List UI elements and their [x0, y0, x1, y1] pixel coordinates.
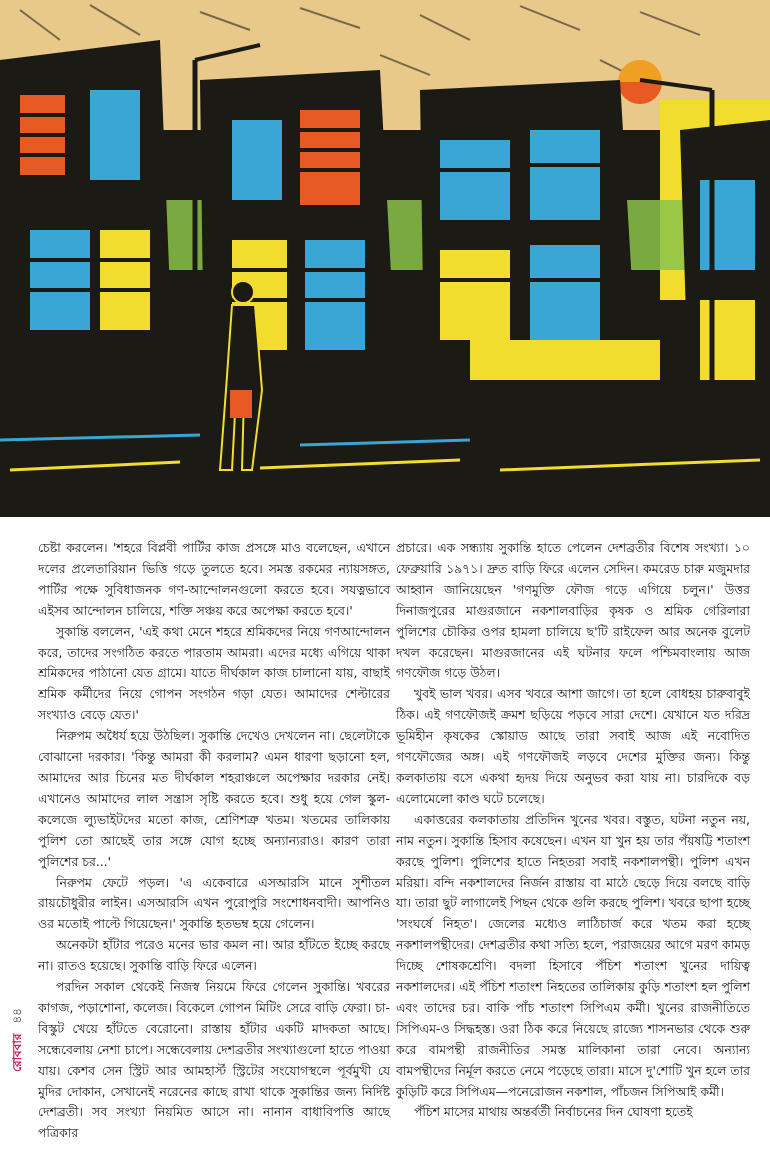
- article-paragraph: পঁচিশ মাসের মাথায় অন্তর্বর্তী নির্বাচনের দিন ঘোষণা হতেই: [414, 1104, 693, 1120]
- article-column-left: [38, 538, 390, 1144]
- page-folio: [8, 1000, 30, 1080]
- article-paragraph: খুবই ভাল খবর। এসব খবরে আশা জাগে। তা হলে বোধহয় চারুবাবুই ঠিক। এই গণফৌজই ক্রমশ ছড়িয়ে পড়বে সারা দেশে। যেখানে যত দরিদ্র ভূমিহীন কৃষকের স্কোয়াড আছে তারা সবাই আজ এই নবোদিত গণফৌজের অঙ্গ। এই গণফৌজই লড়বে দেশের মুক্তির জন্য। কিন্তু কলকাতায় বসে একথা হৃদয় দিয়ে অনুভব করা যায় না। চারদিকে বড় এলোমেলো কাণ্ড ঘটে চলেছে।: [396, 686, 750, 806]
- article-paragraph: অনেকটা হাঁটার পরেও মনের ভার কমল না। আর হাঁটতে ইচ্ছে করছে না। রাতও হয়েছে। সুকান্তি বাড়ি ফিরে এলেন।: [38, 937, 390, 974]
- article-paragraph: নিরুপম ফেটে পড়ল। 'এ একেবারে এসআরসি মানে সুশীতল রায়চৌধুরীর লাইন। এসআরসি এখন পুরোপুরি সংশোধনবাদী। আপনিও ওর মতোই পাল্টে গিয়েছেন।' সুকান্তি হতভম্ব হয়ে গেলেন।: [38, 874, 390, 932]
- article-paragraph: সুকান্তি বললেন, 'এই কথা মেনে শহরে শ্রমিকদের নিয়ে গণআন্দোলন করে, তাদের সংগঠিত করতে পারতাম আমরা। এদের মধ্যে এগিয়ে থাকা শ্রমিকদের পাঠানো যেত গ্রামে। যাতে দীর্ঘকাল কাজ চালানো যায়, বাছাই শ্রমিক কর্মীদের নিয়ে গোপন সংগঠন গড়া যেত। আমাদের শেল্টারের সংখ্যাও বেড়ে যেত।': [38, 623, 390, 723]
- article-paragraph: নিরুপম অধৈর্য হয়ে উঠছিল। সুকান্তি দেখেও দেখলেন না। ছেলেটাকে বোঝানো দরকার। 'কিন্তু আমরা কী করলাম? এমন ধারণা ছড়ানো হল, আমাদের আর চিনের মত দীর্ঘকাল শহরাঞ্চলে অপেক্ষার দরকার নেই। এখানেও আমাদের লাল সন্ত্রাস সৃষ্টি করতে হবে। শুধু হয়ে গেল স্কুল-কলেজে ল্যুভাইটদের মতো কাজ, শ্রেণিশত্রু খতম। খতমের তালিকায় পুলিশ তো আছেই তার সঙ্গে যোগ হচ্ছে অন্যান্যরাও। কারণ তারা পুলিশের চর...': [38, 728, 390, 869]
- article-paragraph: একাত্তরের কলকাতায় প্রতিদিন খুনের খবর। বস্তুত, ঘটনা নতুন নয়, নাম নতুন। সুকান্তি হিসাব কষেছেন। এখন যা খুন হয় তার পঁয়ষট্টি শতাংশ করছে পুলিশ। পুলিশের হাতে নিহতরা সবাই নকশালপন্থী। পুলিশ এখন মরিয়া। বন্দি নকশালদের নির্জন রাস্তায় বা মাঠে ছেড়ে দিয়ে বলছে বাড়ি যা। তারা ছুট লাগালেই পিছন থেকে গুলি করছে পুলিশ। খবরে ছাপা হচ্ছে 'সংঘর্ষে নিহত'। জেলের মধ্যেও লাঠিচার্জ করে খতম করা হচ্ছে নকশালপন্থীদের। দেশব্রতীর কথা সত্যি হলে, পরাজয়ের আগে মরণ কামড় দিচ্ছে শোষকশ্রেণি। বদলা হিসাবে পঁচিশ শতাংশ খুনের দায়িত্ব নকশালদের। এই পঁচিশ শতাংশ নিহতের তালিকায় কুড়ি শতাংশ হল পুলিশ এবং তাদের চর। বাকি পাঁচ শতাংশ সিপিএম কর্মী। খুনের রাজনীতিতে সিপিএম-ও সিদ্ধহস্ত। ওরা ঠিক করে নিয়েছে রাজ্যে শাসনভার থেকে শুরু করে বামপন্থী রাজনীতির সমস্ত মালিকানা তারা নেবে। অন্যান্য বামপন্থীদের নির্মূল করতে নেমে পড়েছে তারা। মাসে দু'শোটি খুন হলে তার কুড়িটি করে সিপিএম—পনেরোজন নকশাল, পাঁচজন সিপিআই কর্মী।: [396, 811, 750, 1099]
- page-number: ৪৪: [10, 1008, 24, 1024]
- article-column-right: [396, 538, 750, 1123]
- article-paragraph: পরদিন সকাল থেকেই নিজস্ব নিয়মে ফিরে গেলেন সুকান্তি। খবরের কাগজ, পড়াশোনা, কলেজ। বিকেলে গোপন মিটিং সেরে বাড়ি ফেরা। চা-বিস্কুট খেয়ে হাঁটতে বেরোনো। রাস্তায় হাঁটার একটি মাদকতা আছে। সন্ধেবেলায় নেশা চাপে। সন্ধেবেলায় দেশব্রতীর সংখ্যাগুলো হাতে পাওয়া যায়। কেশব সেন স্ট্রিট আর আমহার্স্ট স্ট্রিটের সংযোগস্থলে পূর্বমুখী যে মুদির দোকান, সেখানেই নরেনের কাছে রাখা থাকে সুকান্তির জন্য নির্দিষ্ট দেশব্রতী। সব সংখ্যা নিয়মিত আসে না। নানান বাধাবিপত্তি আছে পত্রিকার: [38, 979, 390, 1141]
- city-street-woodcut-illustration: [0, 0, 770, 517]
- article-paragraph: চেষ্টা করলেন। 'শহরে বিপ্লবী পার্টির কাজ প্রসঙ্গে মাও বলেছেন, এখানে দলের প্রলেতারিয়ান ভিত্তি গড়ে তুলতে হবে। সমস্ত রকমের ন্যায়সঙ্গত, পার্টির পক্ষে সুবিধাজনক গণ-আন্দোলনগুলো করতে হবে। সযত্নভাবে এইসব আন্দোলন চালিয়ে, শক্তি সঞ্চয় করে অপেক্ষা করতে হবে।': [38, 540, 390, 618]
- magazine-brand: রোববার: [10, 1033, 24, 1072]
- article-paragraph: প্রচারে। এক সন্ধ্যায় সুকান্তি হাতে পেলেন দেশব্রতীর বিশেষ সংখ্যা। ১০ ফেব্রুয়ারি ১৯৭১। দ্রুত বাড়ি ফিরে এলেন সেদিন। কমরেড চারু মজুমদার আহ্বান জানিয়েছেন 'গণমুক্তি ফৌজ গড়ে এগিয়ে চলুন।' উত্তর দিনাজপুরের মাগুরজানে নকশালবাড়ির কৃষক ও শ্রমিক গেরিলারা পুলিশের চৌকির ওপর হামলা চালিয়ে ছ'টি রাইফেল আর অনেক বুলেট দখল করেছেন। মাগুরজানের এই ঘটনার ফলে পশ্চিমবাংলায় আজ গণফৌজ গড়ে উঠল।: [396, 540, 750, 681]
